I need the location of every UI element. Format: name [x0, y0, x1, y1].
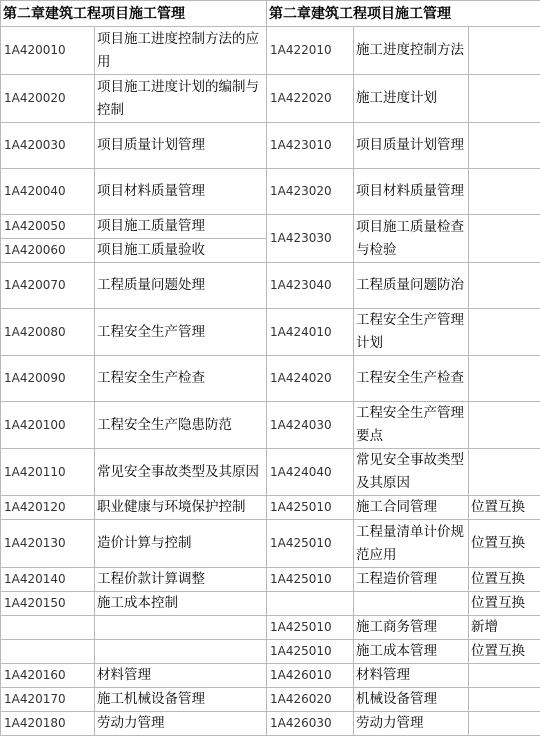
note-cell: [469, 169, 540, 215]
old-title-cell: 工程安全生产隐患防范: [95, 402, 267, 449]
new-code-cell: 1A425010: [267, 568, 354, 592]
new-chapter-heading: 第二章建筑工程项目施工管理: [267, 1, 540, 27]
note-cell: [469, 215, 540, 263]
table-row: [1, 263, 540, 309]
new-title-cell: 劳动力管理: [354, 712, 469, 736]
new-title-cell: 项目施工质量检查与检验: [354, 215, 469, 263]
new-title-cell: 常见安全事故类型及其原因: [354, 449, 469, 496]
header-row: [1, 1, 540, 27]
table-row: [1, 664, 540, 688]
note-cell: [469, 402, 540, 449]
note-cell: [469, 27, 540, 75]
new-code-cell: 1A425010: [267, 640, 354, 664]
note-cell: 位置互换: [469, 496, 540, 520]
note-cell: [469, 688, 540, 712]
old-code-cell: 1A420070: [1, 263, 95, 309]
new-title-cell: 施工成本管理: [354, 640, 469, 664]
old-title-cell: 常见安全事故类型及其原因: [95, 449, 267, 496]
note-cell: 位置互换: [469, 640, 540, 664]
old-code-cell: 1A420140: [1, 568, 95, 592]
old-code-cell: 1A420110: [1, 449, 95, 496]
table-row: [1, 688, 540, 712]
old-title-cell: [95, 640, 267, 664]
old-title-cell: 工程价款计算调整: [95, 568, 267, 592]
old-title-cell: 项目质量计划管理: [95, 123, 267, 169]
note-cell: [469, 123, 540, 169]
new-title-cell: 施工进度计划: [354, 75, 469, 123]
table-row: [1, 169, 540, 215]
new-code-cell: 1A426020: [267, 688, 354, 712]
old-title-cell: 材料管理: [95, 664, 267, 688]
new-title-cell: 项目材料质量管理: [354, 169, 469, 215]
new-title-cell: 工程质量问题防治: [354, 263, 469, 309]
new-title-cell: 材料管理: [354, 664, 469, 688]
new-code-cell: 1A426030: [267, 712, 354, 736]
old-code-cell: 1A420180: [1, 712, 95, 736]
old-title-cell: 项目施工质量管理: [95, 215, 267, 239]
old-title-cell: 项目施工质量验收: [95, 239, 267, 263]
new-code-cell: 1A426010: [267, 664, 354, 688]
new-title-cell: 施工进度控制方法: [354, 27, 469, 75]
note-cell: [469, 263, 540, 309]
old-code-cell: 1A420030: [1, 123, 95, 169]
new-title-cell: [354, 592, 469, 616]
table-row: [1, 215, 540, 239]
new-title-cell: 工程量清单计价规范应用: [354, 520, 469, 568]
old-code-cell: [1, 616, 95, 640]
old-title-cell: 施工机械设备管理: [95, 688, 267, 712]
old-chapter-heading: 第二章建筑工程项目施工管理: [1, 1, 267, 27]
note-cell: [469, 712, 540, 736]
old-code-cell: 1A420080: [1, 309, 95, 356]
note-cell: 新增: [469, 616, 540, 640]
old-code-cell: 1A420060: [1, 239, 95, 263]
old-title-cell: 造价计算与控制: [95, 520, 267, 568]
new-code-cell: 1A425010: [267, 616, 354, 640]
old-code-cell: 1A420050: [1, 215, 95, 239]
new-code-cell: 1A424020: [267, 356, 354, 402]
old-code-cell: 1A420090: [1, 356, 95, 402]
table-row: [1, 75, 540, 123]
new-code-cell: 1A424010: [267, 309, 354, 356]
old-title-cell: 工程质量问题处理: [95, 263, 267, 309]
old-code-cell: 1A420010: [1, 27, 95, 75]
table-row: [1, 449, 540, 496]
table-row: [1, 640, 540, 664]
new-title-cell: 工程安全生产检查: [354, 356, 469, 402]
old-title-cell: 劳动力管理: [95, 712, 267, 736]
note-cell: 位置互换: [469, 568, 540, 592]
note-cell: [469, 449, 540, 496]
table-row: [1, 27, 540, 75]
old-code-cell: 1A420160: [1, 664, 95, 688]
new-code-cell: 1A423040: [267, 263, 354, 309]
old-title-cell: 项目施工进度计划的编制与控制: [95, 75, 267, 123]
new-code-cell: 1A424040: [267, 449, 354, 496]
new-title-cell: 工程安全生产管理要点: [354, 402, 469, 449]
old-code-cell: 1A420130: [1, 520, 95, 568]
new-code-cell: 1A425010: [267, 496, 354, 520]
old-code-cell: 1A420040: [1, 169, 95, 215]
new-code-cell: 1A423030: [267, 215, 354, 263]
new-title-cell: 施工商务管理: [354, 616, 469, 640]
old-title-cell: [95, 616, 267, 640]
new-title-cell: 工程造价管理: [354, 568, 469, 592]
table-row: [1, 123, 540, 169]
note-cell: 位置互换: [469, 520, 540, 568]
new-code-cell: 1A424030: [267, 402, 354, 449]
table-row: [1, 616, 540, 640]
new-title-cell: 工程安全生产管理计划: [354, 309, 469, 356]
table-row: [1, 402, 540, 449]
table-row: [1, 592, 540, 616]
note-cell: [469, 309, 540, 356]
new-title-cell: 项目质量计划管理: [354, 123, 469, 169]
old-code-cell: 1A420150: [1, 592, 95, 616]
old-code-cell: 1A420020: [1, 75, 95, 123]
old-title-cell: 职业健康与环境保护控制: [95, 496, 267, 520]
old-code-cell: 1A420120: [1, 496, 95, 520]
new-code-cell: 1A425010: [267, 520, 354, 568]
old-code-cell: [1, 640, 95, 664]
old-title-cell: 施工成本控制: [95, 592, 267, 616]
new-title-cell: 施工合同管理: [354, 496, 469, 520]
table-row: [1, 712, 540, 736]
note-cell: [469, 356, 540, 402]
new-code-cell: 1A423010: [267, 123, 354, 169]
old-code-cell: 1A420170: [1, 688, 95, 712]
old-code-cell: 1A420100: [1, 402, 95, 449]
old-title-cell: 工程安全生产管理: [95, 309, 267, 356]
new-code-cell: 1A423020: [267, 169, 354, 215]
table-row: [1, 356, 540, 402]
table-row: [1, 496, 540, 520]
new-code-cell: 1A422020: [267, 75, 354, 123]
note-cell: [469, 664, 540, 688]
new-code-cell: 1A422010: [267, 27, 354, 75]
old-title-cell: 项目材料质量管理: [95, 169, 267, 215]
note-cell: 位置互换: [469, 592, 540, 616]
table-row: [1, 568, 540, 592]
table-row: [1, 520, 540, 568]
old-title-cell: 项目施工进度控制方法的应用: [95, 27, 267, 75]
note-cell: [469, 75, 540, 123]
new-title-cell: 机械设备管理: [354, 688, 469, 712]
old-title-cell: 工程安全生产检查: [95, 356, 267, 402]
table-row: [1, 309, 540, 356]
new-code-cell: [267, 592, 354, 616]
